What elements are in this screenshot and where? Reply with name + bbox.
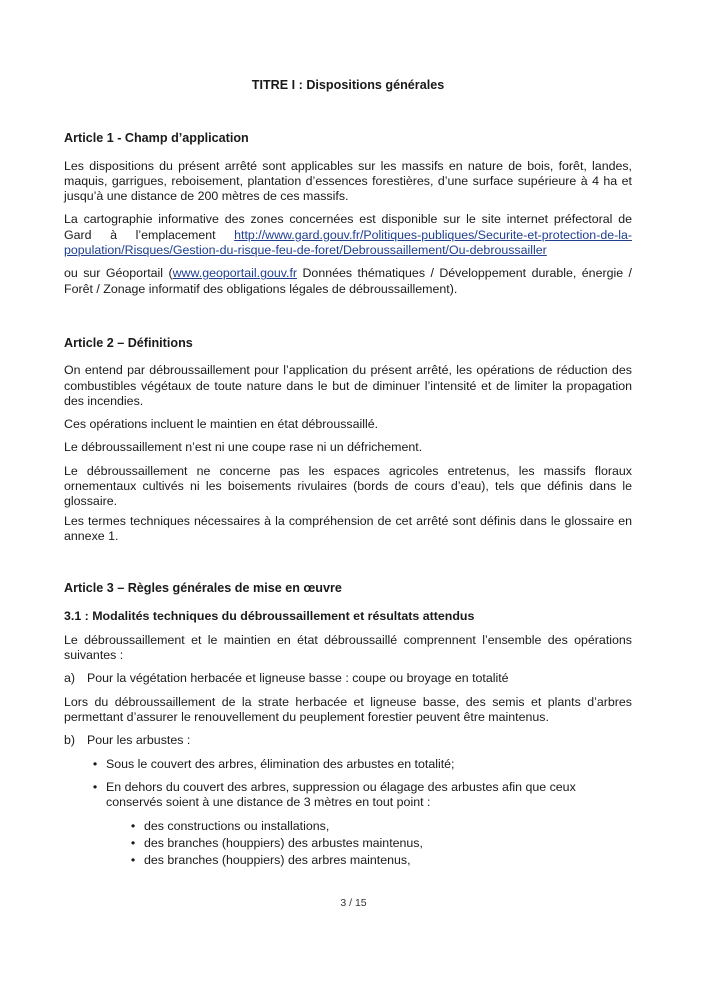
sub-bullet-item (122, 819, 632, 834)
article-1-paragraph-1: Les dispositions du présent arrêté sont applicables sur les massifs en nature de bois, forêt, landes, maquis, garrigues, reboisement, plantation d’essences forestières, d’une surface supérieure à 4 ha et jusqu’à une distance de 200 mètres de ces massifs. (64, 158, 632, 204)
section-title: TITRE I : Dispositions générales (251, 78, 445, 92)
list-item-a (64, 671, 632, 686)
article-1-paragraph-3 (64, 266, 632, 297)
bullet-item (84, 757, 632, 772)
bullet-dot-icon: • (92, 756, 98, 771)
gard-prefecture-link[interactable]: http://www.gard.gouv.fr/Politiques-publiques/Securite-et-protection-de-la-population/Risques/Gestion-du-risque-feu-de-foret/Debroussaillement/Ou-debroussailler (64, 227, 632, 258)
page-content (64, 78, 632, 870)
list-item-a-text: Pour la végétation herbacée et ligneuse basse : coupe ou broyage en totalité (87, 671, 509, 686)
article-3-subsection-title: 3.1 : Modalités techniques du débroussaillement et résultats attendus (64, 608, 475, 623)
sub-bullet-item (122, 836, 632, 851)
geoportail-link[interactable]: www.geoportail.gouv.fr (172, 266, 298, 281)
list-item-b (64, 733, 632, 748)
list-marker-b: b) (64, 733, 76, 748)
sub-bullet-item-text: des branches (houppiers) des arbustes maintenus, (144, 835, 423, 850)
article-1-paragraph-3-suffix: Données thématiques / Développement durable, énergie / Forêt / Zonage informatif des obligations légales de débroussaillement). (64, 266, 632, 296)
article-1-title: Article 1 - Champ d’application (64, 131, 249, 146)
bullet-item-text: En dehors du couvert des arbres, suppression ou élagage des arbustes afin que ceux conservés soient à une distance de 3 mètres en tout point : (106, 779, 576, 810)
article-2-paragraph-2: Ces opérations incluent le maintien en état débroussaillé. (64, 417, 379, 432)
article-2-paragraph-5: Les termes techniques nécessaires à la compréhension de cet arrêté sont définis dans le glossaire en annexe 1. (64, 513, 632, 543)
article-1-paragraph-2-text: La cartographie informative des zones concernées est disponible sur le site internet préfectoral de Gard à l’emplacement (64, 212, 632, 242)
bullet-item-text: Sous le couvert des arbres, élimination des arbustes en totalité; (106, 756, 455, 771)
article-2-paragraph-3: Le débroussaillement n’est ni une coupe rase ni un défrichement. (64, 440, 423, 455)
section-spacer (64, 552, 632, 581)
bullet-dot-icon: • (130, 818, 136, 833)
article-3-title: Article 3 – Règles générales de mise en œuvre (64, 581, 342, 596)
list-marker-a: a) (64, 671, 76, 686)
bullet-dot-icon: • (130, 853, 136, 868)
sub-bullet-item-text: des branches (houppiers) des arbres maintenus, (144, 853, 411, 868)
article-3-paragraph-1: Le débroussaillement et le maintien en état débroussaillé comprennent l’ensemble des opérations suivantes : (64, 632, 632, 663)
page-number: 3 / 15 (340, 897, 367, 909)
article-3-paragraph-2: Lors du débroussaillement de la strate herbacée et ligneuse basse, des semis et plants d’arbres permettant d’assurer le renouvellement du peuplement forestier peuvent être maintenus. (64, 694, 632, 725)
article-2-paragraph-1: On entend par débroussaillement pour l’application du présent arrêté, les opérations de réduction des combustibles végétaux de toute nature dans le but de diminuer l’intensité et de limiter la propagation des incendies. (64, 363, 632, 408)
bullet-dot-icon: • (130, 835, 136, 850)
bullet-dot-icon: • (92, 779, 98, 794)
sub-bullet-item (122, 853, 632, 868)
article-1-paragraph-2 (64, 212, 632, 258)
section-spacer (64, 305, 632, 336)
article-1-paragraph-3-prefix: ou sur Géoportail ( (64, 266, 173, 281)
article-2-title: Article 2 – Définitions (64, 335, 193, 350)
sub-bullet-item-text: des constructions ou installations, (144, 818, 330, 833)
bullet-item (84, 780, 632, 811)
list-item-b-text: Pour les arbustes : (87, 733, 191, 748)
article-2-paragraph-4: Le débroussaillement ne concerne pas les espaces agricoles entretenus, les massifs floraux ornementaux cultivés ni les boisements rivulaires (bords de cours d’eau), tels que définis dans le glossaire. (64, 463, 632, 509)
